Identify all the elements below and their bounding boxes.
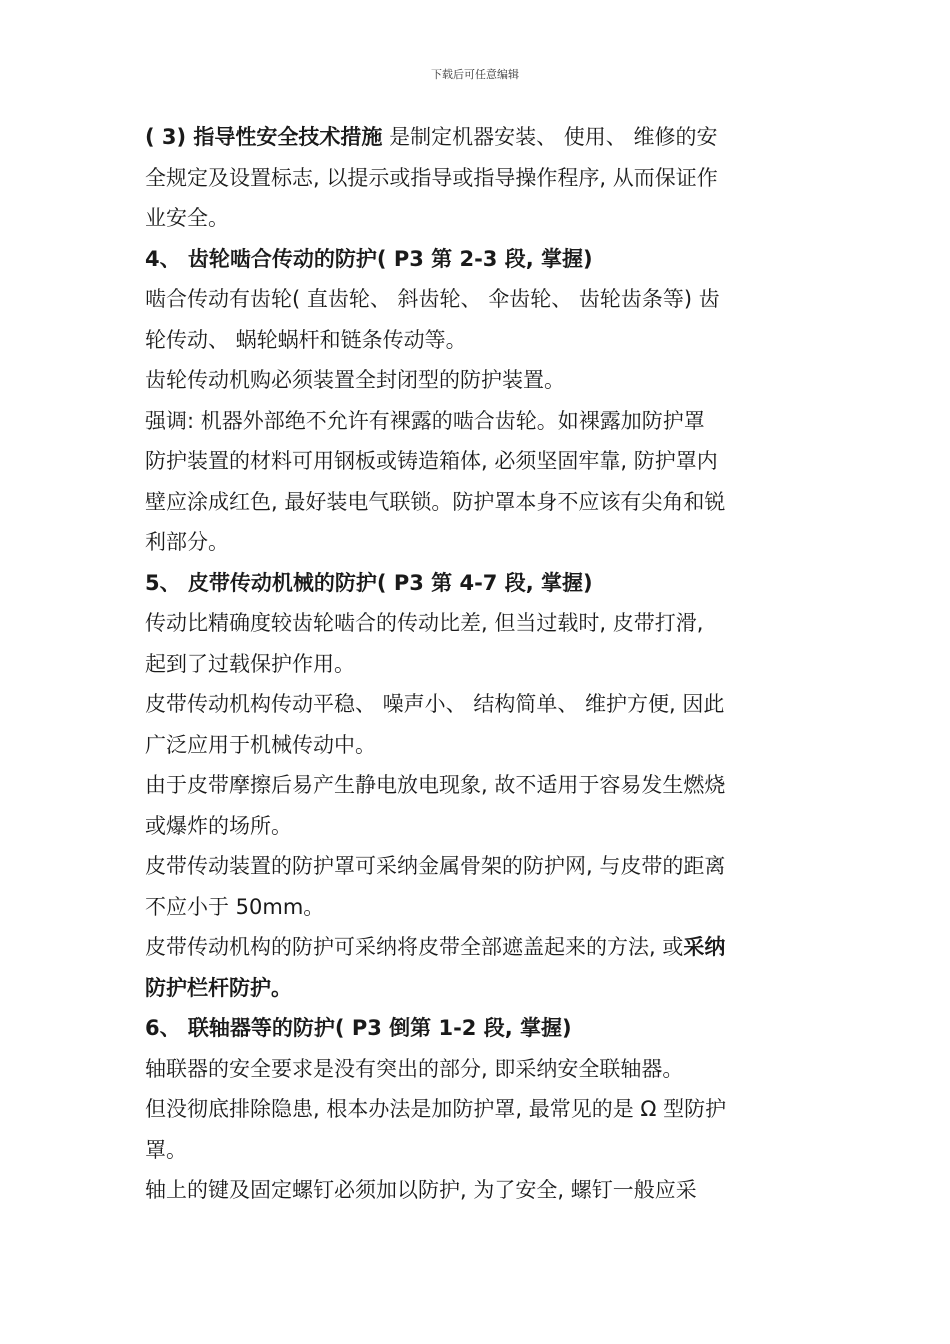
plain-text: 广泛应用于机械传动中。 bbox=[145, 732, 376, 757]
section-heading bbox=[145, 239, 810, 280]
plain-text: 轴联器的安全要求是没有突出的部分, 即采纳安全联轴器。 bbox=[145, 1056, 684, 1081]
plain-text: 全规定及设置标志, 以提示或指导或指导操作程序, 从而保证作 bbox=[145, 165, 718, 190]
plain-text: 或爆炸的场所。 bbox=[145, 813, 292, 838]
text-line bbox=[145, 968, 810, 1009]
text-line bbox=[145, 725, 810, 766]
plain-text: 轮传动、 蜗轮蜗杆和链条传动等。 bbox=[145, 327, 467, 352]
text-line bbox=[145, 360, 810, 401]
section-heading bbox=[145, 563, 810, 604]
text-line bbox=[145, 644, 810, 685]
text-line bbox=[145, 806, 810, 847]
plain-text: 但没彻底排除隐患, 根本办法是加防护罩, 最常见的是 Ω 型防护 bbox=[145, 1097, 727, 1121]
text-line bbox=[145, 846, 810, 887]
text-line bbox=[145, 279, 810, 320]
plain-text: 罩。 bbox=[145, 1137, 187, 1162]
bold-text: 采纳 bbox=[683, 935, 726, 959]
text-line bbox=[145, 482, 810, 523]
plain-text: 传动比精确度较齿轮啮合的传动比差, 但当过载时, 皮带打滑, bbox=[145, 611, 704, 635]
text-line bbox=[145, 117, 810, 158]
text-line bbox=[145, 765, 810, 806]
bold-text: 防护栏杆防护。 bbox=[145, 975, 292, 1000]
plain-text: 啮合传动有齿轮( 直齿轮、 斜齿轮、 伞齿轮、 齿轮齿条等) 齿 bbox=[145, 287, 720, 311]
plain-text: 强调: 机器外部绝不允许有裸露的啮合齿轮。如裸露加防护罩 bbox=[145, 408, 705, 433]
text-line bbox=[145, 1049, 810, 1090]
text-line bbox=[145, 320, 810, 361]
plain-text: 不应小于 50mm。 bbox=[145, 894, 325, 919]
page-header: 下载后可任意编辑 bbox=[431, 68, 519, 81]
bold-text: ( 3) 指导性安全技术措施 bbox=[145, 125, 383, 149]
text-line bbox=[145, 603, 810, 644]
text-line bbox=[145, 158, 810, 199]
document-body bbox=[145, 117, 810, 1211]
plain-text: 利部分。 bbox=[145, 530, 229, 554]
heading-text: 5、 皮带传动机械的防护( P3 第 4-7 段, 掌握) bbox=[145, 570, 593, 595]
text-line bbox=[145, 522, 810, 563]
text-line bbox=[145, 927, 810, 968]
text-line bbox=[145, 684, 810, 725]
plain-text: 由于皮带摩擦后易产生静电放电现象, 故不适用于容易发生燃烧 bbox=[145, 773, 726, 797]
plain-text: 防护装置的材料可用钢板或铸造箱体, 必须坚固牢靠, 防护罩内 bbox=[145, 449, 718, 473]
plain-text: 业安全。 bbox=[145, 206, 229, 230]
section-heading bbox=[145, 1008, 810, 1049]
text-line bbox=[145, 1089, 810, 1130]
text-line bbox=[145, 401, 810, 442]
heading-text: 6、 联轴器等的防护( P3 倒第 1-2 段, 掌握) bbox=[145, 1016, 572, 1040]
text-line bbox=[145, 198, 810, 239]
plain-text: 轴上的键及固定螺钉必须加以防护, 为了安全, 螺钉一般应采 bbox=[145, 1178, 697, 1202]
heading-text: 4、 齿轮啮合传动的防护( P3 第 2-3 段, 掌握) bbox=[145, 246, 593, 271]
text-line bbox=[145, 441, 810, 482]
plain-text: 皮带传动机构的防护可采纳将皮带全部遮盖起来的方法, 或 bbox=[145, 935, 684, 959]
plain-text: 皮带传动机构传动平稳、 噪声小、 结构简单、 维护方便, 因此 bbox=[145, 692, 725, 716]
plain-text: 齿轮传动机购必须装置全封闭型的防护装置。 bbox=[145, 368, 565, 392]
text-line bbox=[145, 1170, 810, 1211]
text-line bbox=[145, 887, 810, 928]
plain-text: 是制定机器安装、 使用、 维修的安 bbox=[382, 125, 718, 149]
plain-text: 起到了过载保护作用。 bbox=[145, 651, 355, 676]
plain-text: 壁应涂成红色, 最好装电气联锁。防护罩本身不应该有尖角和锐 bbox=[145, 489, 726, 514]
plain-text: 皮带传动装置的防护罩可采纳金属骨架的防护网, 与皮带的距离 bbox=[145, 854, 726, 878]
text-line bbox=[145, 1130, 810, 1171]
